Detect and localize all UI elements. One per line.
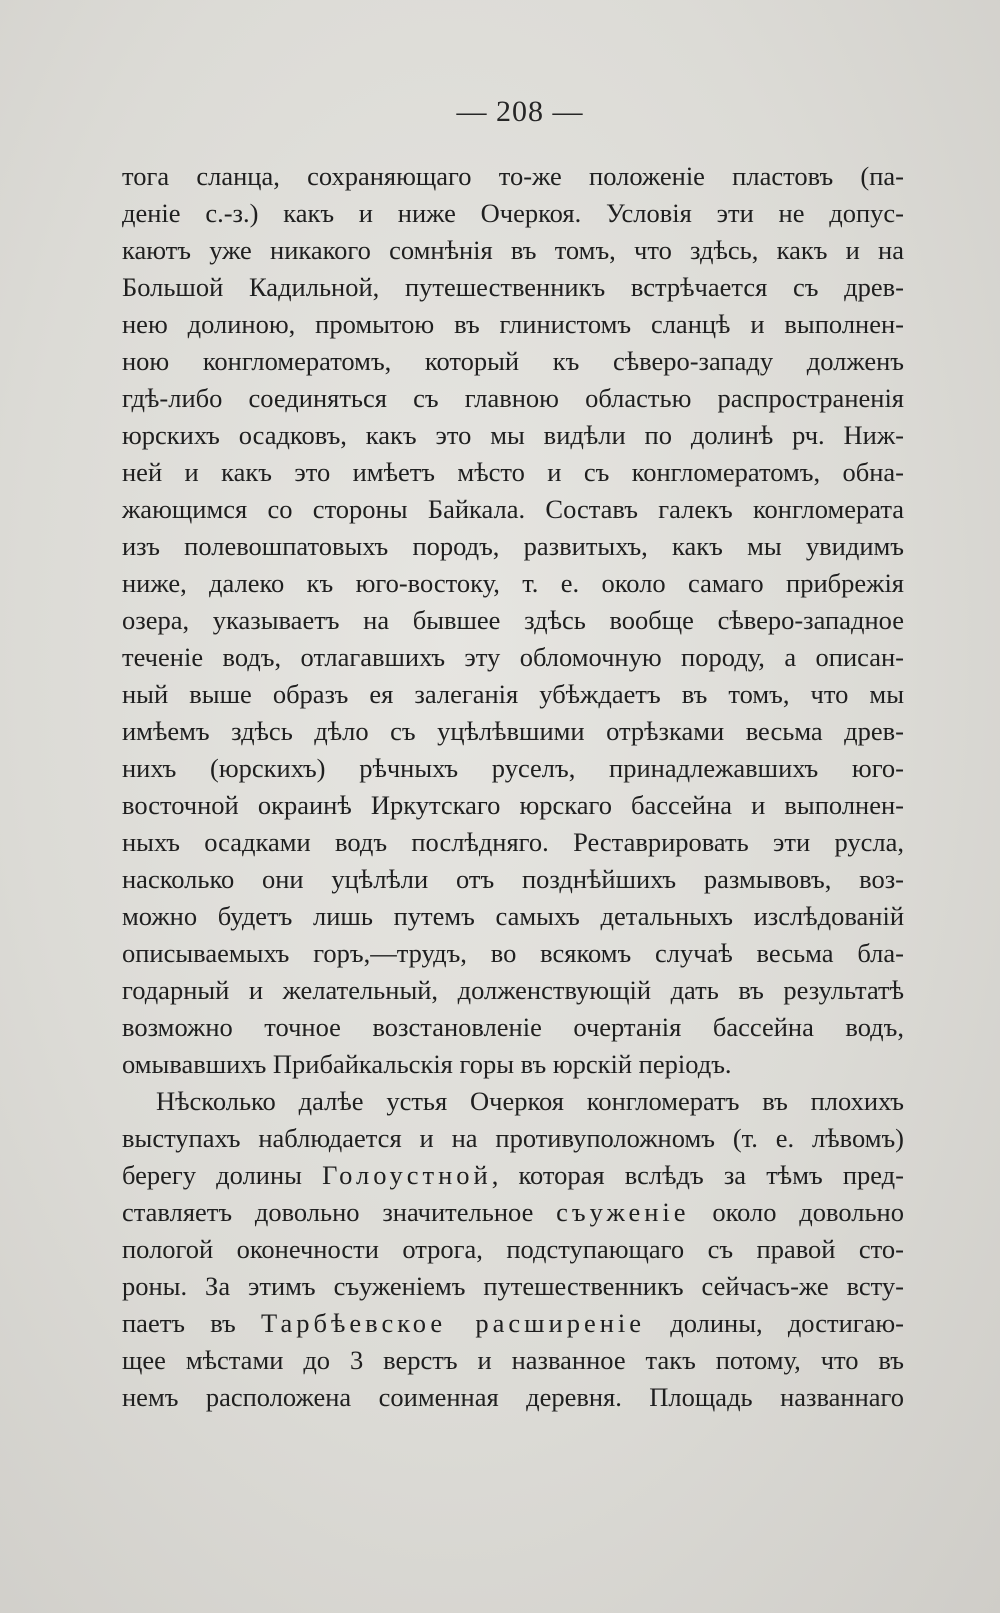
text-fragment: около довольно [689,1197,904,1227]
spaced-emphasis: съуженіе [556,1197,690,1227]
paragraph-2 [122,1083,904,1416]
text-line: годарный и желательный, долженствующій дать въ результатѣ [122,975,904,1005]
text-fragment: паетъ въ [122,1308,261,1338]
text-line: гдѣ-либо соединяться съ главною областью распространенія [122,383,904,413]
text-line: нею долиною, промытою въ глинистомъ сланцѣ и выполнен- [122,309,904,339]
text-fragment: , которая вслѣдъ за тѣмъ пред- [491,1160,904,1190]
text-line: описываемыхъ горъ,—трудъ, во всякомъ случаѣ весьма бла- [122,938,904,968]
text-line: юрскихъ осадковъ, какъ это мы видѣли по долинѣ рч. Ниж- [122,420,904,450]
text-line: ныхъ осадками водъ послѣдняго. Реставрировать эти русла, [122,827,904,857]
text-line: выступахъ наблюдается и на противуположномъ (т. е. лѣвомъ) [122,1123,904,1153]
text-line: ниже, далеко къ юго-востоку, т. е. около самаго прибрежія [122,568,904,598]
text-line: Нѣсколько далѣе устья Очеркоя конгломератъ въ плохихъ [156,1086,904,1116]
text-line: тога сланца, сохраняющаго то-же положеніе пластовъ (па- [122,161,904,191]
text-fragment: долины, достигаю- [645,1308,904,1338]
text-line: изъ полевошпатовыхъ породъ, развитыхъ, какъ мы увидимъ [122,531,904,561]
text-line [122,1305,904,1342]
text-fragment: берегу долины [122,1160,323,1190]
spaced-emphasis: Голоустной [322,1160,492,1190]
paragraph-1 [122,158,904,1083]
text-line: деніе с.-з.) какъ и ниже Очеркоя. Условія эти не допус- [122,198,904,228]
text-line: насколько они уцѣлѣли отъ позднѣйшихъ размывовъ, воз- [122,864,904,894]
text-line: щее мѣстами до 3 верстъ и названное такъ потому, что въ [122,1345,904,1375]
text-line: ней и какъ это имѣетъ мѣсто и съ конгломератомъ, обна- [122,457,904,487]
text-line: омывавшихъ Прибайкальскія горы въ юрскій періодъ. [122,1049,732,1079]
body-text [122,158,904,1416]
text-line: можно будетъ лишь путемъ самыхъ детальныхъ изслѣдованій [122,901,904,931]
text-line: озера, указываетъ на бывшее здѣсь вообще сѣверо-западное [122,605,904,635]
spaced-emphasis: Тарбѣевское расширеніе [260,1308,646,1338]
text-line: немъ расположена соименная деревня. Площадь названнаго [122,1382,904,1412]
text-line: нихъ (юрскихъ) рѣчныхъ руселъ, принадлежавшихъ юго- [122,753,904,783]
text-fragment: ставляетъ довольно значительное [122,1197,557,1227]
text-line: жающимся со стороны Байкала. Составъ галекъ конгломерата [122,494,904,524]
text-line: восточной окраинѣ Иркутскаго юрскаго бассейна и выполнен- [122,790,904,820]
text-line: Большой Кадильной, путешественникъ встрѣчается съ древ- [122,272,904,302]
text-line: возможно точное возстановленіе очертанія бассейна водъ, [122,1012,904,1042]
text-line [122,1157,904,1194]
text-line: роны. За этимъ съуженіемъ путешественникъ сейчасъ-же всту- [122,1271,904,1301]
text-line: каютъ уже никакого сомнѣнія въ томъ, что здѣсь, какъ и на [122,235,904,265]
text-line: теченіе водъ, отлагавшихъ эту обломочную породу, а описан- [122,642,904,672]
text-line: ный выше образъ ея залеганія убѣждаетъ въ томъ, что мы [122,679,904,709]
text-line: ною конгломератомъ, который къ сѣверо-западу долженъ [122,346,904,376]
page-number: — 208 — [456,95,584,128]
text-line [122,1194,904,1231]
text-line: имѣемъ здѣсь дѣло съ уцѣлѣвшими отрѣзками весьма древ- [122,716,904,746]
text-line: пологой оконечности отрога, подступающаго съ правой сто- [122,1234,904,1264]
